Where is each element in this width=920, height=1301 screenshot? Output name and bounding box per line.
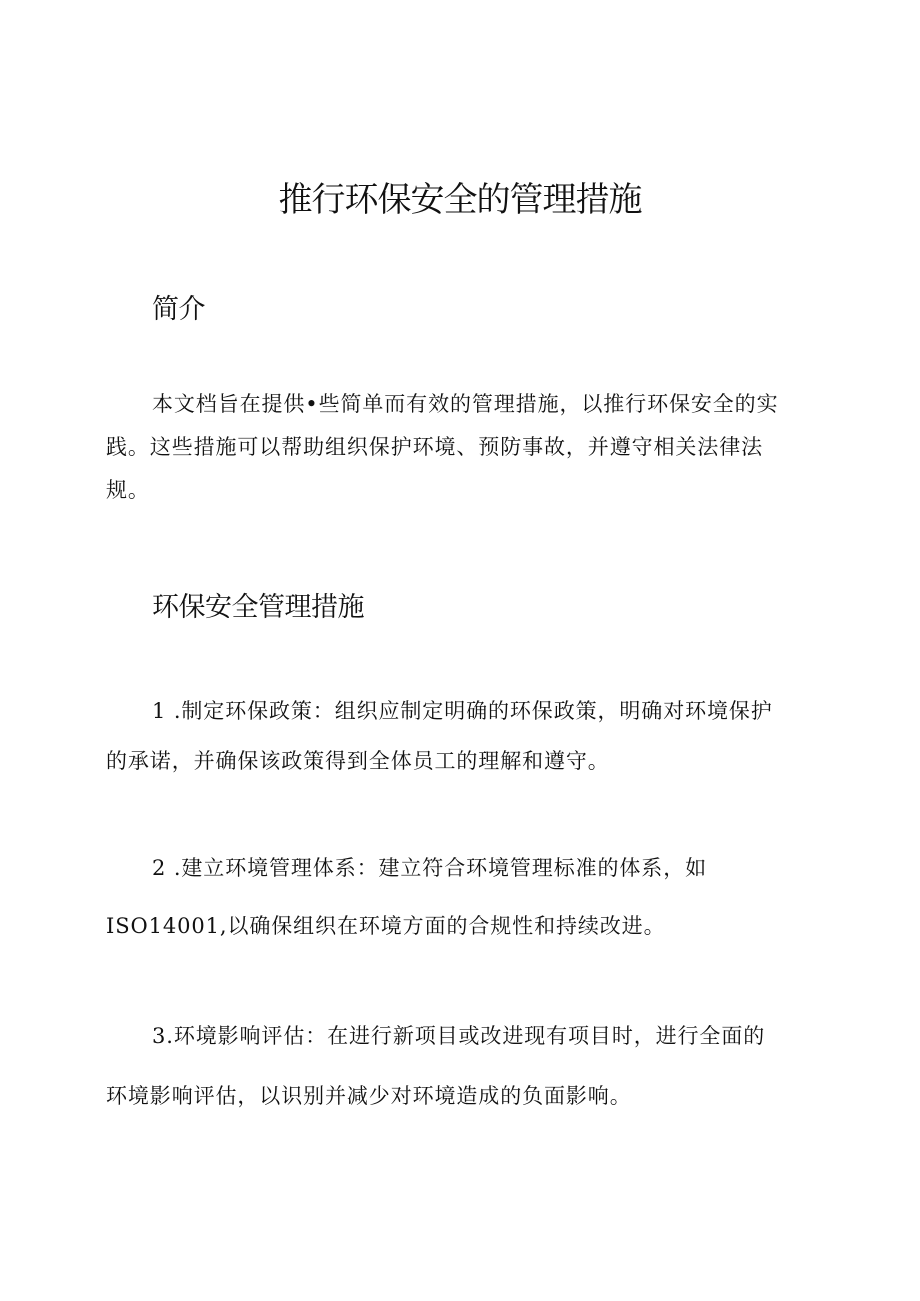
paragraph-line: 环境影响评估，以识别并减少对环境造成的负面影响。 <box>106 1084 632 1108</box>
paragraph-line: 2 .建立环境管理体系：建立符合环境管理标准的体系，如 <box>152 856 708 880</box>
intro-paragraph <box>106 383 818 512</box>
paragraph-line: 践。这些措施可以帮助组织保护环境、预防事故，并遵守相关法律法 <box>106 435 763 459</box>
section-heading-measures: 环保安全管理措施 <box>152 592 364 623</box>
paragraph-line: 规。 <box>106 478 150 502</box>
measure-item-3 <box>106 1006 818 1126</box>
paragraph-line: 的承诺，并确保该政策得到全体员工的理解和遵守。 <box>106 749 610 773</box>
paragraph-line: 本文档旨在提供•些简单而有效的管理措施，以推行环保安全的实 <box>152 392 779 416</box>
document-title: 推行环保安全的管理措施 <box>278 180 642 220</box>
paragraph-line: 1 .制定环保政策：组织应制定明确的环保政策，明确对环境保护 <box>152 699 773 723</box>
paragraph-line: ISO14001,以确保组织在环境方面的合规性和持续改进。 <box>106 914 666 938</box>
measure-item-1 <box>106 686 818 786</box>
measure-item-2 <box>106 839 818 955</box>
paragraph-line: 3.环境影响评估：在进行新项目或改进现有项目时，进行全面的 <box>152 1024 766 1048</box>
section-heading-intro: 简介 <box>152 294 205 325</box>
